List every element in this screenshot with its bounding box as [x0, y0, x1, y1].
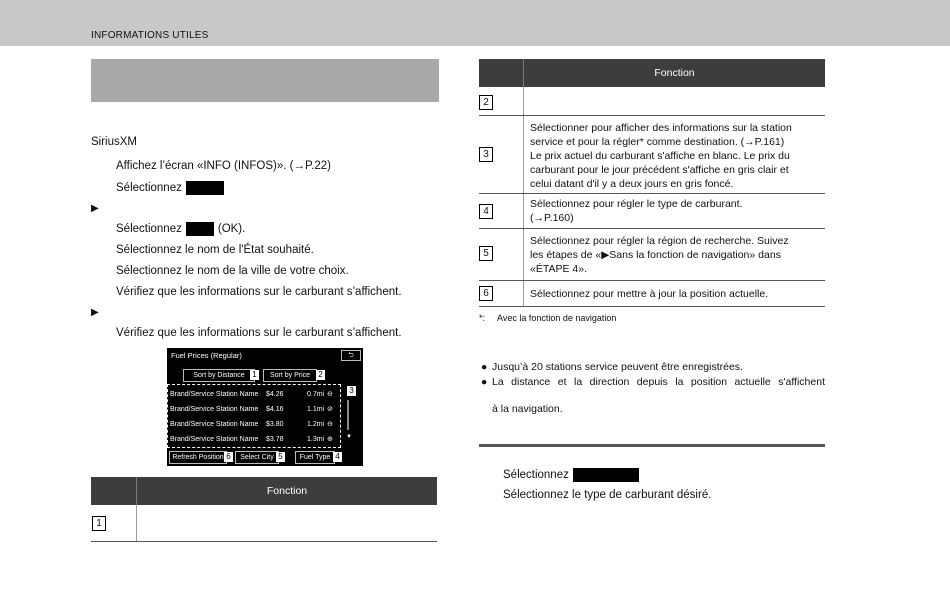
row-number: 5	[479, 246, 493, 261]
station-price: $4.26	[266, 391, 284, 398]
callout-1: 1	[250, 370, 259, 380]
direction-icon: ⊖	[327, 421, 333, 428]
back-icon[interactable]: ⮌	[341, 350, 361, 361]
right-table-header-label: Fonction	[654, 67, 695, 79]
right-table-header	[479, 59, 825, 87]
step-a: Sélectionnez	[503, 468, 639, 482]
button-graphic	[573, 468, 639, 482]
callout-3: 3	[347, 386, 356, 396]
station-name[interactable]: Brand/Service Station Name	[170, 436, 259, 443]
station-distance: 1.1mi	[307, 406, 325, 413]
station-distance: 0.7mi	[307, 391, 325, 398]
callout-5: 5	[276, 452, 285, 462]
row-number: 1	[92, 516, 106, 531]
footnote-mark: *:	[479, 313, 486, 323]
step-1: Affichez l’écran «INFO (INFOS)». (→P.22)	[116, 160, 331, 172]
step-5: Sélectionnez le nom de la ville de votre choix.	[116, 265, 349, 277]
direction-icon: ⊘	[327, 406, 333, 413]
bullet-icon: ●	[481, 361, 488, 373]
siriusxm-label: SiriusXM	[91, 136, 138, 148]
sort-by-price-button[interactable]: Sort by Price	[263, 369, 317, 382]
scroll-down-icon[interactable]: ▼	[346, 434, 352, 440]
row-description: Sélectionner pour afficher des informations sur la station service et pour la régler* comme destination. (→P.161) Le prix actuel du carburant s'affiche en blanc. Le prix du carburant pour le jour précédent s'affiche en gris clair et celui datant d'il y a deux jours en gris foncé.	[530, 122, 792, 190]
row-description: Sélectionnez pour régler le type de carburant. (→P.160)	[530, 198, 743, 224]
arrow-icon: ▶	[91, 203, 99, 214]
row-description: Sélectionnez pour mettre à jour la position actuelle.	[530, 288, 769, 300]
station-name[interactable]: Brand/Service Station Name	[170, 421, 259, 428]
fuel-type-button[interactable]: Fuel Type	[295, 451, 335, 464]
select-city-button[interactable]: Select City	[235, 451, 279, 464]
station-price: $3.78	[266, 436, 284, 443]
row-number: 2	[479, 95, 493, 110]
station-distance: 1.2mi	[307, 421, 325, 428]
screen-title: Fuel Prices (Regular)	[171, 351, 242, 360]
station-name[interactable]: Brand/Service Station Name	[170, 391, 259, 398]
station-price: $4.16	[266, 406, 284, 413]
row-number: 3	[479, 147, 493, 162]
fuel-prices-screen	[167, 348, 363, 466]
step-2: Sélectionnez	[116, 181, 224, 195]
station-price: $3.80	[266, 421, 284, 428]
step-3: Sélectionnez (OK).	[116, 223, 246, 236]
scrollbar[interactable]	[347, 400, 349, 430]
step-b: Sélectionnez le type de carburant désiré.	[503, 489, 712, 501]
station-distance: 1.3mi	[307, 436, 325, 443]
section-title: INFORMATIONS UTILES	[91, 30, 209, 41]
section-divider	[479, 444, 825, 447]
left-table-header	[91, 477, 437, 505]
row-description: Sélectionnez pour régler la région de recherche. Suivez les étapes de «▶Sans la fonction de navigation» dans «ÉTAPE 4».	[530, 235, 789, 275]
station-name[interactable]: Brand/Service Station Name	[170, 406, 259, 413]
ok-button-graphic	[186, 222, 214, 236]
step-7: Vérifiez que les informations sur le carburant s’affichent.	[116, 327, 402, 339]
sort-by-distance-button[interactable]: Sort by Distance	[183, 369, 255, 382]
step-4: Sélectionnez le nom de l'État souhaité.	[116, 244, 314, 256]
left-table-header-label: Fonction	[266, 485, 308, 497]
direction-icon: ⊖	[327, 391, 333, 398]
callout-2: 2	[316, 370, 325, 380]
callout-6: 6	[224, 452, 233, 462]
button-graphic	[186, 181, 224, 195]
bullet-text-2: La distance et la direction depuis la position actuelle s'affichent	[492, 376, 825, 388]
footnote: Avec la fonction de navigation	[497, 313, 617, 323]
row-number: 6	[479, 286, 493, 301]
bullet-text-1: Jusqu’à 20 stations service peuvent être enregistrées.	[492, 361, 743, 373]
callout-4: 4	[333, 452, 342, 462]
arrow-icon: ▶	[91, 307, 99, 318]
row-number: 4	[479, 204, 493, 219]
bullet-icon: ●	[481, 376, 488, 388]
refresh-position-button[interactable]: Refresh Position	[169, 451, 227, 464]
bullet-text-2-cont: à la navigation.	[492, 403, 563, 415]
title-band	[91, 59, 439, 102]
direction-icon: ⊕	[327, 436, 333, 443]
step-6: Vérifiez que les informations sur le carburant s’affichent.	[116, 286, 402, 298]
